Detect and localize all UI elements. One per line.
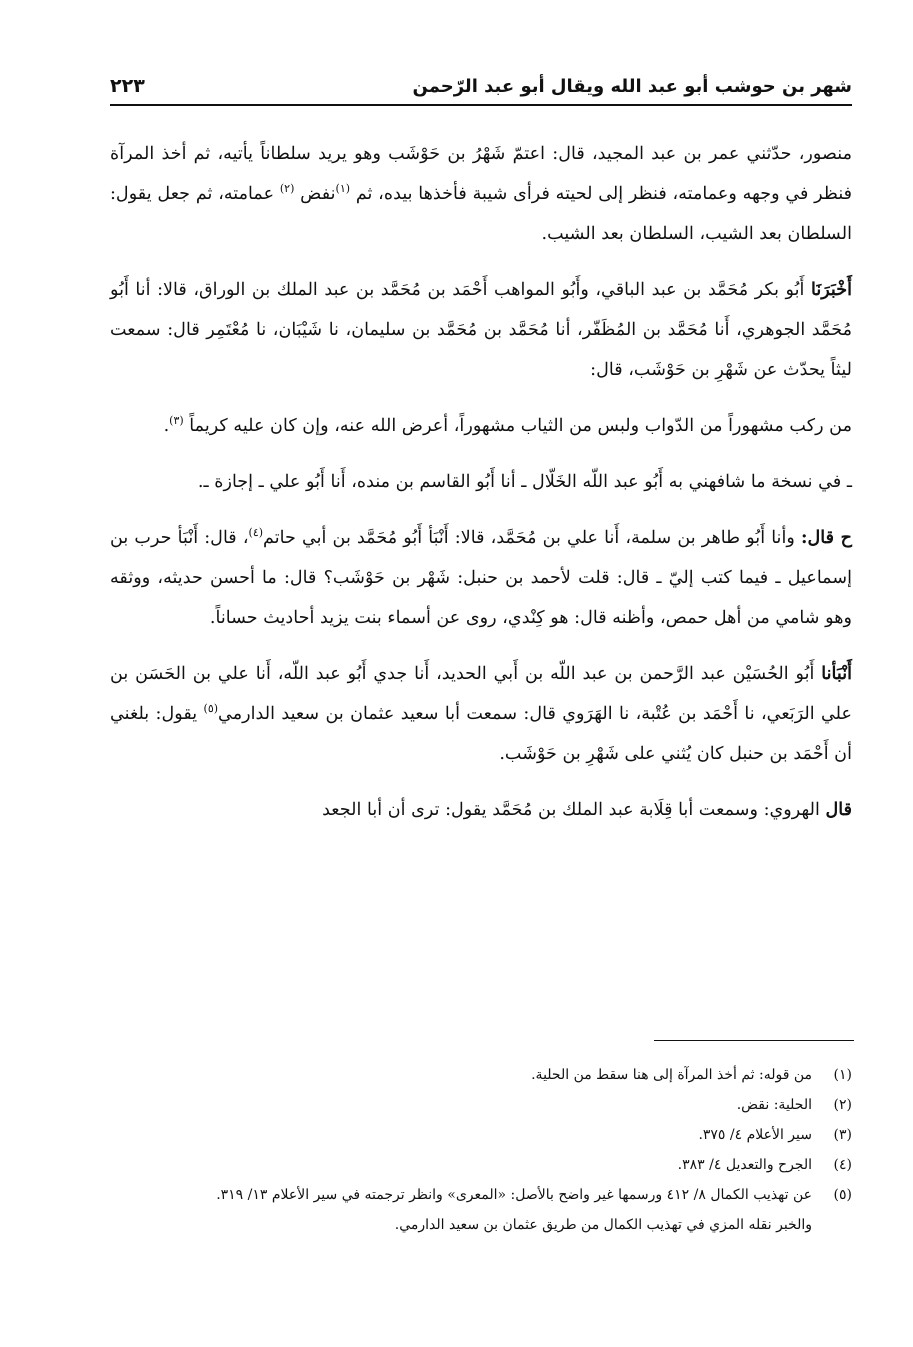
paragraph-text: أَبُو الحُسَيْن عبد الرَّحمن بن عبد اللّه بن أَبي الحديد، أَنا جدي أَبُو عبد اللّه، أَنا علي بن الحَسَن بن علي الرَبَعي، نا أَحْمَد بن عُتْبة، نا الهَرَوي قال: سمعت أبا سعيد عثمان بن سعيد الدارمي — [110, 664, 853, 724]
paragraph — [110, 654, 852, 774]
header-rule — [110, 104, 852, 106]
paragraph-lead: قال — [825, 799, 852, 820]
paragraph-text: عمامته، ثم جعل يقول: السلطان بعد الشيب، السلطان بعد الشيب. — [110, 184, 852, 244]
paragraph — [110, 270, 852, 390]
paragraph-lead: أَنْبَأنا — [821, 663, 853, 684]
footnote-number: (٣) — [833, 1127, 852, 1143]
paragraph — [110, 518, 852, 638]
paragraph-text: وأنا أَبُو طاهر بن سلمة، أَنا علي بن مُحَمَّد، قالا: أَنْبَأ أَبُو مُحَمَّد بن أبي حاتم — [263, 528, 795, 548]
footnote-number: (١) — [833, 1067, 852, 1083]
footnote-text: الحلية: نقض. — [736, 1097, 812, 1113]
paragraph-text: . — [163, 416, 170, 436]
running-title: شهر بن حوشب أبو عبد الله ويقال أبو عبد الرّحمن — [412, 75, 852, 97]
footnote — [110, 1120, 852, 1150]
footnote-ref: (٢) — [279, 182, 295, 196]
paragraph-lead: أَخْبَرَنَا — [810, 279, 853, 300]
footnote-text: عن تهذيب الكمال ٨/ ٤١٢ ورسمها غير واضح بالأصل: «المعرى» وانظر ترجمته في سير الأعلام ١٣/ ٣١٩. — [216, 1187, 812, 1203]
footnote-continuation: والخبر نقله المزي في تهذيب الكمال من طريق عثمان بن سعيد الدارمي. — [394, 1217, 812, 1233]
paragraph-text: يقول: بلغني أن أَحْمَد بن حنبل كان يُثني على شَهْرِ بن حَوْشَب. — [110, 704, 852, 764]
footnote — [110, 1150, 852, 1180]
footnote-number: (٢) — [833, 1097, 852, 1113]
paragraph — [110, 790, 852, 830]
footnote-ref: (١) — [335, 182, 351, 196]
paragraph-text: أَبُو بكر مُحَمَّد بن عبد الباقي، وأَبُو المواهب أَحْمَد بن مُحَمَّد بن عبد الملك بن الوراق، قالا: أنا أَبُو مُحَمَّد الجوهري، أَنا مُحَمَّد بن المُظَفّر، أنا مُحَمَّد بن مُحَمَّد بن سليمان، نا شَيْبَان، نا مُعْتَمِر قال: سمعت ليثاً يحدّث عن شَهْرِ بن حَوْشَب، قال: — [110, 280, 852, 380]
paragraph-text: ، قال: أَنْبَأ حرب بن إسماعيل ـ فيما كتب إليّ ـ قال: قلت لأحمد بن حنبل: شَهْر بن حَوْشَب؟ قال: ما أحسن حديثه، ووثقه وهو شامي من أهل حمص، وأظنه قال: هو كِنْدي، روى عن أسماء بنت يزيد أحاديث حساناً. — [110, 528, 852, 628]
footnote-text: سير الأعلام ٤/ ٣٧٥. — [698, 1127, 812, 1143]
footnote-separator — [654, 1040, 854, 1041]
paragraph-text: الهروي: وسمعت أبا قِلَابة عبد الملك بن مُحَمَّد يقول: ترى أن أبا الجعد — [322, 800, 820, 820]
footnote-ref: (٥) — [203, 702, 219, 716]
paragraph-lead: ح قال: — [800, 527, 853, 548]
paragraph-text: ـ في نسخة ما شافهني به أَبُو عبد اللّه الخَلّال ـ أنا أَبُو القاسم بن منده، أَنا أَبُو علي ـ إجازة ـ. — [197, 472, 852, 492]
footnote-ref: (٤) — [248, 526, 264, 540]
footnote-number: (٥) — [833, 1187, 852, 1203]
footnote-ref: (٣) — [169, 414, 184, 428]
paragraph — [110, 134, 852, 254]
footnote-number: (٤) — [833, 1157, 852, 1173]
page-header — [110, 68, 852, 104]
main-text — [110, 134, 852, 846]
footnote-text: من قوله: ثم أخذ المرآة إلى هنا سقط من الحلية. — [531, 1067, 812, 1083]
footnote — [110, 1180, 852, 1210]
page-number: ٢٢٣ — [110, 75, 145, 97]
paragraph — [110, 406, 852, 446]
footnote-text: الجرح والتعديل ٤/ ٣٨٣. — [677, 1157, 812, 1173]
footnotes — [110, 1060, 852, 1240]
paragraph-text: نفض — [300, 184, 336, 204]
paragraph — [110, 462, 852, 502]
footnote — [110, 1090, 852, 1120]
paragraph-text: منصور، حدّثني عمر بن عبد المجيد، قال: اعتمّ شَهْرُ بن حَوْشَب وهو يريد سلطاناً يأتيه، ثم أخذ المرآة فنظر في وجهه وعمامته، فنظر إلى لحيته فرأى شيبة فأخذها بيده، ثم — [110, 144, 853, 204]
footnote — [110, 1060, 852, 1090]
paragraph-text: من ركب مشهوراً من الدّواب ولبس من الثياب مشهوراً، أعرض الله عنه، وإن كان عليه كريماً — [189, 416, 852, 436]
